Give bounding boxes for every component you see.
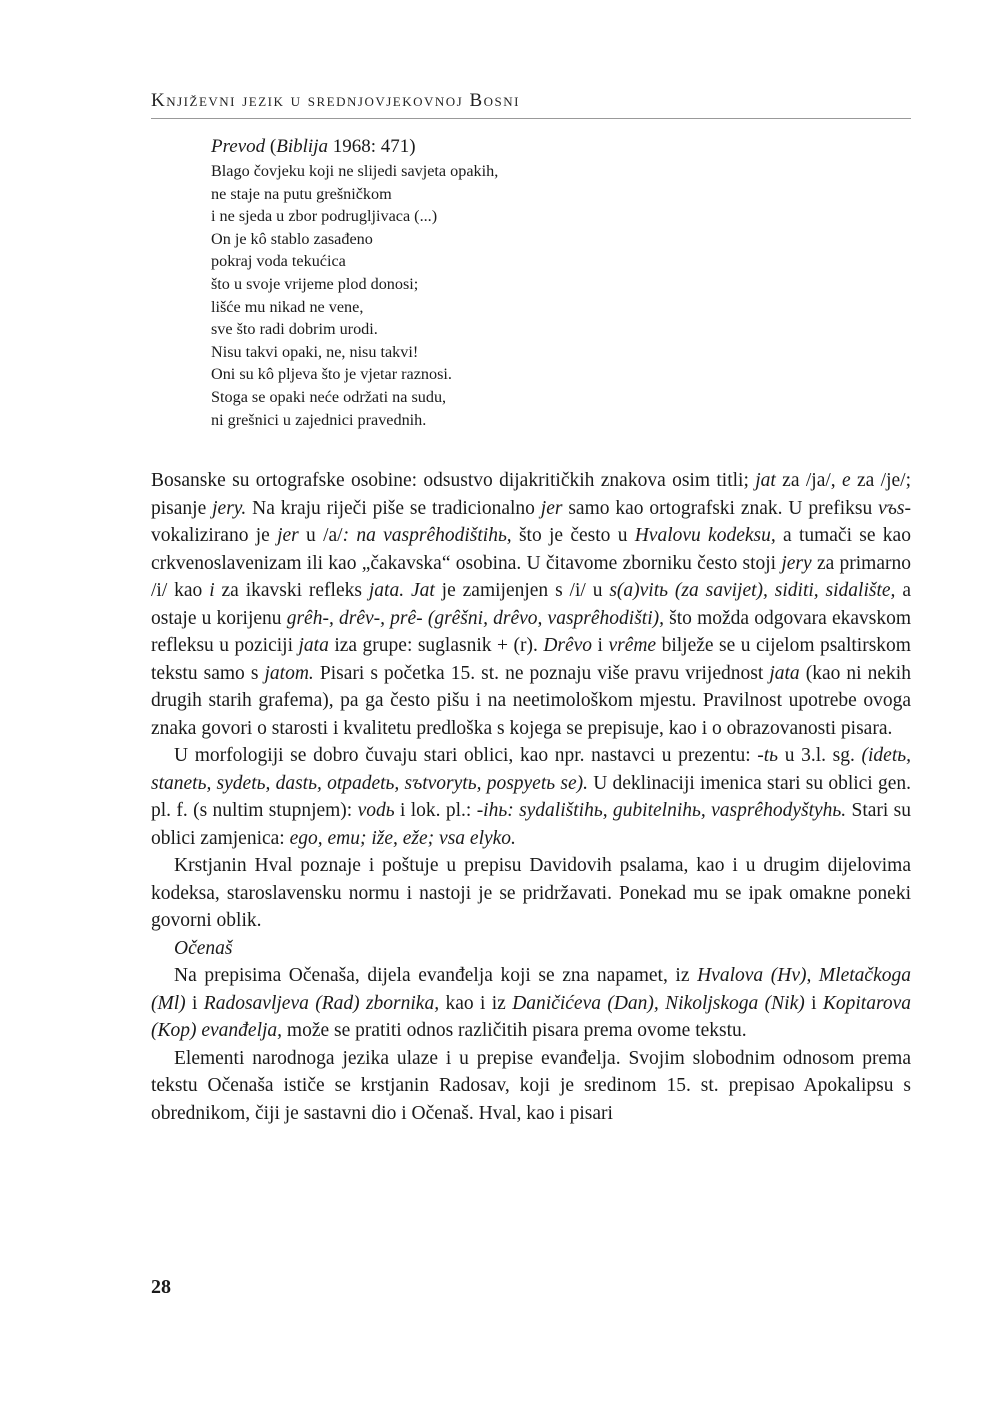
italic-text: jata	[298, 635, 329, 656]
italic-text: vъs-	[878, 497, 912, 519]
paragraph	[151, 742, 911, 852]
text-run: kao i iz	[439, 992, 513, 1014]
text-run: u /a/	[298, 525, 343, 546]
italic-text: Očenaš	[174, 937, 233, 959]
poem-title-rest: 1968: 471)	[327, 136, 416, 157]
text-run: je zamijenjen s /i/ u	[434, 580, 610, 601]
header-rule	[151, 118, 911, 119]
italic-text: : na vasprêhodištihь,	[342, 525, 512, 546]
poem-line: što u svoje vrijeme plod donosi;	[211, 274, 419, 293]
italic-text: Hvalova (Hv), Mletačkoga (Ml)	[151, 965, 911, 1014]
body-text	[151, 467, 911, 1127]
italic-text: jery	[781, 552, 812, 574]
text-run: a ostaje u korijenu	[151, 580, 911, 629]
italic-text: -ihь: sydalištihь, gubitelnihь, vasprêhodyštyhь.	[476, 800, 847, 821]
text-run	[404, 580, 411, 601]
text-run: i	[804, 992, 823, 1014]
text-run: što možda odgovara ekavskom refleksu u poziciji	[151, 607, 912, 656]
text-run: za primarno /i/ kao	[151, 552, 911, 601]
italic-text: Drêvo	[543, 635, 593, 656]
text-run: a tumači se kao crkvenoslavenizam ili kao „čakavska“ osobina. U čitavome zborniku često stoji	[151, 525, 911, 574]
italic-text: grêh-, drêv-, prê- (grêšni, drêvo, vasprêhodišti),	[286, 607, 664, 629]
paragraph	[151, 1045, 911, 1128]
text-run: i lok. pl.:	[394, 800, 477, 821]
italic-text: jer	[277, 525, 299, 546]
text-run: Krstjanin Hval poznaje i poštuje u prepisu Davidovih psalama, kao i u drugim dijelovima kodeksa, staroslavensku normu i nastoji je se pridržavati. Ponekad mu se ipak omakne poneki govorni oblik.	[151, 855, 911, 931]
italic-text: jat	[755, 470, 776, 491]
italic-text: jery.	[212, 497, 247, 519]
poem-title	[211, 135, 711, 159]
poem-line: Nisu takvi opaki, ne, nisu takvi!	[211, 342, 419, 361]
text-run: vokalizirano je	[151, 525, 278, 546]
text-run: Na kraju riječi piše se tradicionalno	[246, 497, 541, 519]
text-run: za ikavski refleks	[214, 580, 369, 601]
poem-line: pokraj voda tekućica	[211, 252, 346, 271]
text-run: samo kao ortografski znak. U prefiksu	[562, 497, 879, 519]
section-heading	[151, 935, 911, 963]
text-run: Stari su oblici zamjenica:	[151, 800, 912, 849]
text-run: što je često u	[511, 525, 635, 546]
poem-line: lišće mu nikad ne vene,	[211, 297, 364, 316]
text-run: U morfologiji se dobro čuvaju stari oblici, kao npr. nastavci u prezentu:	[174, 745, 758, 766]
italic-text: (idetь, stanetь, sydetь, dastь, otpadetь, sъtvorytь, pospyetь se).	[151, 745, 911, 794]
text-run: iza grupe: suglasnik + (r).	[328, 635, 544, 656]
running-header: Književni jezik u srednjovjekovnoj Bosni	[151, 90, 520, 111]
page-number: 28	[151, 1276, 171, 1298]
text-run: Bosanske su ortografske osobine: odsustvo dijakritičkih znakova osim titli;	[151, 470, 756, 491]
poem-title-italic: Prevod	[211, 136, 266, 157]
text-run: Pisari s početka 15. st. ne poznaju više pravu vrijednost	[313, 662, 770, 684]
italic-text: vodь	[357, 800, 395, 821]
italic-text: Radosavljeva (Rad) zbornika,	[203, 992, 440, 1014]
text-run: i	[185, 992, 204, 1014]
italic-text: Kopitarova (Kop) evanđelja,	[151, 992, 911, 1041]
italic-text: vrême	[608, 635, 657, 656]
text-run: U deklinaciji imenica stari su oblici gen. pl. f. (s nultim stupnjem):	[151, 772, 911, 821]
italic-text: s(a)vitь (za savijet), siditi, sidalište,	[609, 580, 896, 601]
paragraph	[151, 852, 911, 935]
text-run: može se pratiti odnos različitih pisara prema ovome tekstu.	[282, 1020, 747, 1041]
poem-line: ne staje na putu grešničkom	[211, 184, 392, 203]
text-run: (kao ni nekih drugih starih grafema), pa ga često pišu i na neetimološkom mjestu. Pravilnost upotrebe ovoga znaka govori o starosti i kvalitetu predloška s kojega se prepisuje, kao i o obrazovanosti pisara.	[151, 662, 911, 739]
poem-title-open: (	[265, 136, 277, 157]
text-run: za /je/; pisanje	[151, 470, 912, 519]
text-run: za /ja/,	[775, 470, 842, 491]
italic-text: jer	[540, 497, 563, 519]
paragraph	[151, 467, 911, 742]
poem-line: sve što radi dobrim urodi.	[211, 320, 378, 339]
poem-block	[211, 135, 711, 431]
italic-text: e	[842, 470, 851, 491]
italic-text: Jat	[410, 580, 435, 601]
poem-line: i ne sjeda u zbor podrugljivaca (...)	[211, 207, 438, 226]
italic-text: jata	[769, 662, 800, 684]
italic-text: Daničićeva (Dan), Nikoljskoga (Nik)	[512, 992, 805, 1014]
poem-line: Oni su kô pljeva što je vjetar raznosi.	[211, 365, 452, 384]
poem-title-source: Biblija	[276, 136, 328, 157]
text-run: Na prepisima Očenaša, dijela evanđelja koji se zna napamet, iz	[174, 965, 698, 986]
poem-line: On je kô stablo zasađeno	[211, 229, 373, 248]
italic-text: i	[209, 580, 215, 601]
italic-text: jatom.	[264, 662, 314, 684]
poem-line: ni grešnici u zajednici pravednih.	[211, 410, 427, 429]
text-run: u 3.l. sg.	[778, 745, 862, 766]
italic-text: ego, emu; iže, eže; vsa elyko.	[289, 827, 516, 849]
italic-text: jata.	[368, 580, 405, 601]
poem-lines	[211, 160, 711, 431]
text-run: bilježe se u cijelom psaltirskom tekstu samo s	[151, 635, 911, 684]
text-run: Elementi narodnoga jezika ulaze i u prepise evanđelja. Svojim slobodnim odnosom prema tekstu Očenaša ističe se krstjanin Radosav, koji je sredinom 15. st. prepisao Apokalipsu s obrednikom, čiji je sastavni dio i Očenaš. Hval, kao i pisari	[151, 1047, 911, 1124]
italic-text: Hvalovu kodeksu,	[634, 525, 776, 546]
poem-line: Blago čovjeku koji ne slijedi savjeta opakih,	[211, 162, 499, 180]
paragraph	[151, 962, 911, 1045]
italic-text: -tь	[757, 745, 779, 766]
text-run: i	[592, 635, 609, 656]
poem-line: Stoga se opaki neće održati na sudu,	[211, 387, 447, 406]
